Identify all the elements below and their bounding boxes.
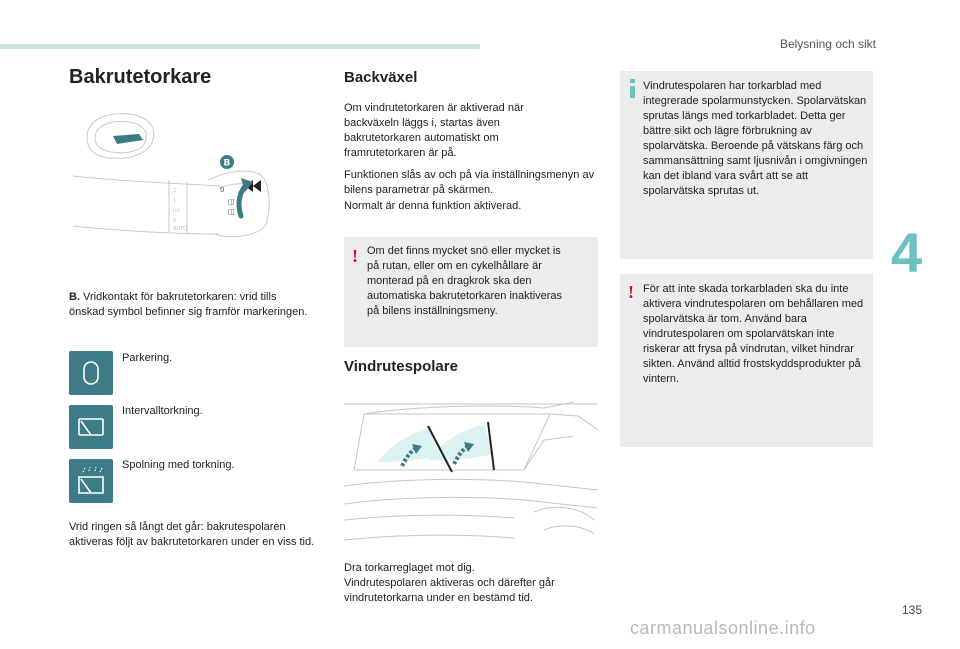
section-heading-washer: Vindrutespolare	[344, 358, 458, 375]
caption-letter: B.	[69, 291, 80, 303]
reverse-para-1: Om vindrutetorkaren är aktiverad när backväxeln läggs i, startas även bakrutetorkaren automatiskt om framrutetorkaren är på.	[344, 102, 524, 159]
info-icon	[630, 86, 635, 98]
chapter-number: 4	[891, 221, 923, 284]
svg-text:◫: ◫	[228, 198, 235, 206]
header-bar	[0, 44, 480, 49]
symbol-label-parking: Parkering.	[122, 352, 173, 364]
svg-text:Int: Int	[173, 208, 180, 214]
svg-text:◫: ◫	[228, 208, 235, 216]
warning-icon: !	[628, 282, 634, 302]
washer-result-text: Vindrutespolaren aktiveras och därefter går vindrutetorkarna under en bestämd tid.	[344, 577, 555, 604]
svg-text:AUTO: AUTO	[173, 226, 188, 232]
stalk-caption	[69, 290, 309, 320]
intermittent-wipe-icon	[69, 405, 113, 449]
info-box-washer	[620, 71, 873, 259]
ring-instruction: Vrid ringen så långt det går: bakrutespolaren aktiveras följt av bakrutetorkaren under en viss tid.	[69, 521, 315, 548]
washer-bullet-text: Dra torkarreglaget mot dig.	[344, 562, 475, 574]
warning-box-snow	[344, 237, 598, 347]
warning-text-washer: För att inte skada torkarbladen ska du inte aktivera vindrutespolaren om behållaren med spolarvätska är tom. Använd bara vindrutespolaren om spolarvätskan inte riskerar att frysa på vindrutan, vilket hindrar sikten. Använd alltid frostskyddsprodukter på vintern.	[643, 283, 864, 385]
symbol-label-intermittent: Intervalltorkning.	[122, 405, 203, 417]
section-title: Belysning och sikt	[779, 37, 876, 51]
reverse-para-3: Normalt är denna funktion aktiverad.	[344, 200, 522, 212]
svg-text:0: 0	[220, 186, 225, 194]
windscreen-washer-illustration	[344, 400, 598, 552]
caption-text: Vridkontakt för bakrutetorkaren: vrid tills önskad symbol befinner sig framför markeringen.	[69, 291, 308, 318]
watermark: carmanualsonline.info	[630, 618, 816, 638]
section-heading-reverse: Backväxel	[344, 69, 418, 86]
reverse-para-2: Funktionen slås av och på via inställningsmenyn av bilens parametrar på skärmen.	[344, 169, 595, 196]
svg-text:2: 2	[173, 188, 177, 194]
warning-text-snow: Om det finns mycket snö eller mycket is på rutan, eller om en cykelhållare är monterad på en dragkrok ska den automatiska bakrutetorkaren inaktiveras på bilens inställningsmeny.	[367, 245, 563, 317]
wash-wipe-icon	[69, 459, 113, 503]
page-number: 135	[902, 603, 923, 617]
wiper-stalk-illustration	[69, 108, 321, 246]
warning-icon: !	[352, 246, 358, 266]
stalk-label-b: B	[223, 158, 231, 169]
washer-bullet	[344, 561, 600, 576]
svg-text:1: 1	[173, 198, 177, 204]
info-text-washer: Vindrutespolaren har torkarblad med integrerade spolarmunstycken. Spolarvätskan sprutas längs med torkarbladet. Detta ger bättre sikt och lägre förbrukning av spolarvätska. Beroende på vätskans färg och sammansättning samt ljusnivån i omgivningen kan det ibland vara svårt att se att spolarvätska sprutas ut.	[643, 80, 868, 197]
symbol-label-wash-wipe: Spolning med torkning.	[122, 459, 235, 471]
warning-box-washer	[620, 274, 873, 447]
page-title: Bakrutetorkare	[69, 66, 212, 88]
svg-text:0: 0	[173, 218, 177, 224]
info-icon-dot	[630, 79, 635, 83]
parking-icon	[69, 351, 113, 395]
